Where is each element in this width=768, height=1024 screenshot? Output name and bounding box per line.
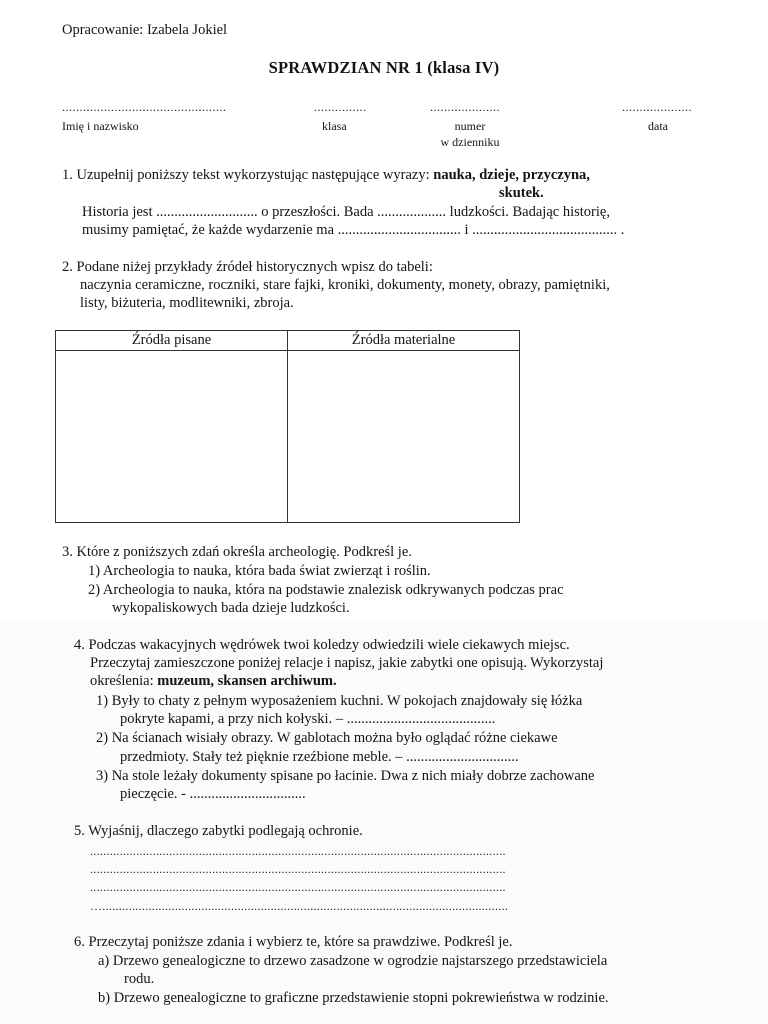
col-header-written: Źródła pisane <box>56 331 288 351</box>
q3-option-2a: 2) Archeologia to nauka, która na podstawie znalezisk odkrywanych podczas prac <box>88 582 564 598</box>
q5-answer-line-3[interactable]: .............................................................................................................................. <box>90 880 506 894</box>
q5-answer-line-4[interactable]: …........................................................................................................................... <box>90 899 509 913</box>
q1-prompt <box>62 166 590 184</box>
author-line: Opracowanie: Izabela Jokiel <box>62 22 228 38</box>
q4-item-1b: pokryte kapami, a przy nich kołyski. – ......................................... <box>120 711 496 727</box>
q5-answer-line-2[interactable]: .............................................................................................................................. <box>90 862 506 876</box>
q4-item-3b: pieczęcie. - ................................ <box>120 786 306 802</box>
q6-option-a1: a) Drzewo genealogiczne to drzewo zasadzone w ogrodzie najstarszego przedstawiciela <box>98 953 608 969</box>
cell-material[interactable] <box>288 351 520 523</box>
q4-line3-bold: muzeum, skansen archiwum. <box>157 673 337 689</box>
q6-option-b: b) Drzewo genealogiczne to graficzne przedstawienie stopni pokrewieństwa w rodzinie. <box>98 990 609 1006</box>
q2-line2: listy, biżuteria, modlitewniki, zbroja. <box>80 295 294 311</box>
q3-option-1: 1) Archeologia to nauka, która bada świat zwierząt i roślin. <box>88 563 431 579</box>
q1-line1: Historia jest ............................ o przeszłości. Bada ................... ludzkości. Badając historię, <box>82 204 610 220</box>
q4-line2: Przeczytaj zamieszczone poniżej relacje i napisz, jakie zabytki one opisują. Wykorzystaj <box>90 655 604 671</box>
sources-table <box>55 330 520 523</box>
number-label-line2: w dzienniku <box>440 135 500 149</box>
q5-answer-line-1[interactable]: .............................................................................................................................. <box>90 844 506 858</box>
class-field-label: klasa <box>322 119 347 133</box>
q2-line1: naczynia ceramiczne, roczniki, stare fajki, kroniki, dokumenty, monety, obrazy, pamiętniki, <box>80 277 610 293</box>
class-field-line: ............... <box>314 100 367 114</box>
number-field-label <box>430 118 510 150</box>
date-field-line: .................... <box>622 100 692 114</box>
q4-line3 <box>90 672 337 690</box>
q6-prompt: 6. Przeczytaj poniższe zdania i wybierz te, które sa prawdziwe. Podkreśl je. <box>74 934 513 950</box>
q1-prompt-text: 1. Uzupełnij poniższy tekst wykorzystując następujące wyrazy: <box>62 167 434 183</box>
name-field-line: ............................................... <box>62 100 227 114</box>
q1-words-b <box>499 184 544 202</box>
cell-written[interactable] <box>56 351 288 523</box>
number-label-line1: numer <box>454 119 486 133</box>
q3-prompt: 3. Które z poniższych zdań określa archeologię. Podkreśl je. <box>62 544 412 560</box>
q1-words-a: nauka, dzieje, przyczyna, <box>433 167 590 183</box>
col-header-material: Źródła materialne <box>288 331 520 351</box>
q4-item-1a: 1) Były to chaty z pełnym wyposażeniem kuchni. W pokojach znajdowały się łóżka <box>96 693 583 709</box>
q3-option-2b: wykopaliskowych bada dzieje ludzkości. <box>112 600 350 616</box>
date-field-label: data <box>648 119 668 133</box>
q4-prompt: 4. Podczas wakacyjnych wędrówek twoi koledzy odwiedzili wiele ciekawych miejsc. <box>74 637 570 653</box>
q2-prompt: 2. Podane niżej przykłady źródeł historycznych wpisz do tabeli: <box>62 259 433 275</box>
q1-words-b-text: skutek. <box>499 185 544 201</box>
number-field-line: .................... <box>430 100 500 114</box>
q6-option-a2: rodu. <box>124 971 155 987</box>
q4-item-2b: przedmioty. Stały też pięknie rzeźbione meble. – ............................... <box>120 749 519 765</box>
page-title: SPRAWDZIAN NR 1 (klasa IV) <box>268 58 500 77</box>
q4-line3-prefix: określenia: <box>90 673 158 689</box>
q4-item-2a: 2) Na ścianach wisiały obrazy. W gablotach można było oglądać różne ciekawe <box>96 730 558 746</box>
q5-prompt: 5. Wyjaśnij, dlaczego zabytki podlegają ochronie. <box>74 823 363 839</box>
q4-item-3a: 3) Na stole leżały dokumenty spisane po łacinie. Dwa z nich miały dobrze zachowane <box>96 768 595 784</box>
q1-line2: musimy pamiętać, że każde wydarzenie ma .................................. i ........................................ . <box>82 222 625 238</box>
name-field-label: Imię i nazwisko <box>62 119 139 133</box>
